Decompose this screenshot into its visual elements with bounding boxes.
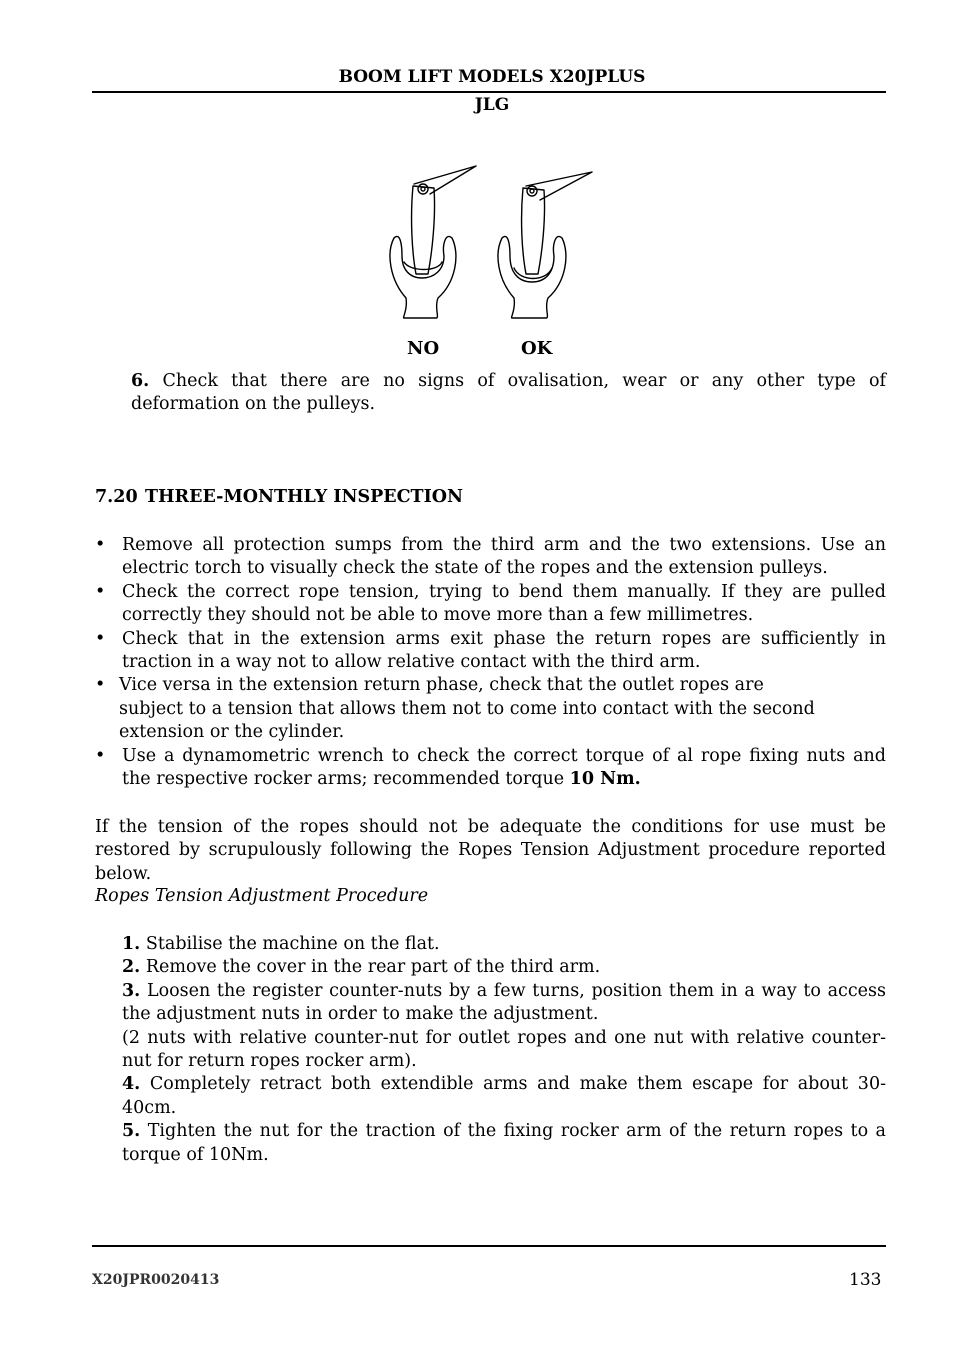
pulley-ok-illustration	[498, 172, 592, 318]
header-title: BOOM LIFT MODELS X20JPLUS	[338, 67, 646, 87]
document-code: X20JPR0020413	[92, 1272, 220, 1288]
section-number: 7.20	[95, 487, 138, 507]
figure-label-no: NO	[407, 338, 440, 359]
tension-paragraph: If the tension of the ropes should not be adequate the conditions for use must be restored by scrupulously following the Ropes Tension Adjustment procedure reported below.	[95, 817, 886, 884]
procedure-step: 3. Loosen the register counter-nuts by a few turns, position them in a way to access the adjustment nuts in order to make the adjustment.	[122, 980, 886, 1025]
list-item: • Check the correct rope tension, trying to bend them manually. If they are pulled correctly they should not be able to move more than a few millimetres.	[95, 581, 886, 626]
procedure-step: 5. Tighten the nut for the traction of the fixing rocker arm of the return ropes to a torque of 10Nm.	[122, 1121, 886, 1165]
footer-rule	[92, 1245, 886, 1247]
pulley-comparison-figure	[380, 158, 610, 328]
pulley-worn-illustration	[390, 166, 476, 318]
procedure-step: 1. Stabilise the machine on the flat.	[122, 934, 440, 954]
section-title: THREE-MONTHLY INSPECTION	[145, 487, 463, 507]
list-item: • Remove all protection sumps from the third arm and the two extensions. Use an electric torch to visually check the state of the ropes and the extension pulleys.	[95, 535, 886, 579]
inspection-bullet-list	[95, 534, 886, 791]
header-subtitle: JLG	[474, 95, 510, 115]
list-item: • Use a dynamometric wrench to check the correct torque of al rope fixing nuts and the respective rocker arms; recommended torque 10 Nm.	[95, 745, 886, 790]
procedure-step: 2. Remove the cover in the rear part of the third arm.	[122, 957, 601, 978]
header-rule	[92, 91, 886, 93]
step-text: Check that there are no signs of ovalisation, wear or any other type of deformation on the pulleys.	[131, 371, 886, 415]
procedure-title: Ropes Tension Adjustment Procedure	[95, 886, 429, 906]
step-number: 6.	[131, 371, 150, 391]
procedure-note: (2 nuts with relative counter-nut for outlet ropes and one nut with relative counter-nut for return ropes rocker arm).	[122, 1027, 886, 1072]
torque-value: 10 Nm.	[569, 769, 641, 790]
section-heading	[95, 487, 463, 507]
step-6-paragraph	[131, 370, 886, 417]
figure-label-ok: OK	[521, 338, 553, 359]
list-item: • Vice versa in the extension return phase, check that the outlet ropes are subject to a tension that allows them not to come into contact with the second extension or the cylinder.	[95, 675, 815, 743]
list-item: • Check that in the extension arms exit phase the return ropes are sufficiently in traction in a way not to allow relative contact with the third arm.	[95, 628, 886, 673]
page-number: 133	[849, 1270, 882, 1290]
procedure-step: 4. Completely retract both extendible arms and make them escape for about 30-40cm.	[122, 1074, 886, 1118]
procedure-steps	[122, 933, 886, 1167]
